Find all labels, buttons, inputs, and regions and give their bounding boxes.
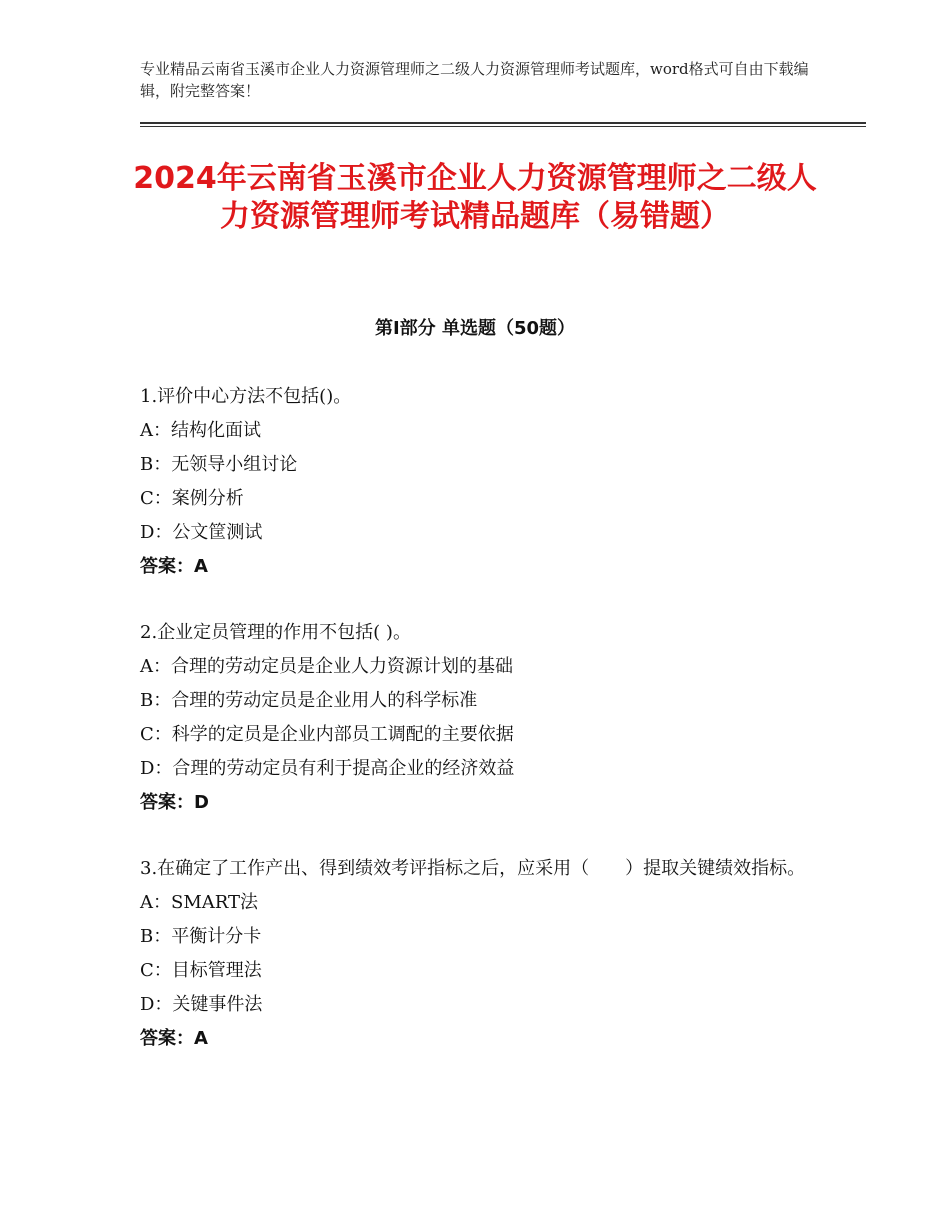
option-a: A：SMART法 [140, 892, 259, 913]
option-b: B：平衡计分卡 [140, 926, 262, 947]
question-2 [140, 616, 810, 820]
option-d: D：合理的劳动定员有利于提高企业的经济效益 [140, 758, 515, 779]
question-list [140, 380, 810, 1088]
option-c: C：目标管理法 [140, 960, 262, 981]
header-note: 专业精品云南省玉溪市企业人力资源管理师之二级人力资源管理师考试题库，word格式可自由下载编辑，附完整答案！ [140, 60, 809, 100]
question-3 [140, 852, 810, 1056]
answer: 答案：D [140, 792, 209, 813]
option-a: A：合理的劳动定员是企业人力资源计划的基础 [140, 656, 513, 677]
document-title: 2024年云南省玉溪市企业人力资源管理师之二级人力资源管理师考试精品题库（易错题） [133, 161, 817, 234]
option-b: B：无领导小组讨论 [140, 454, 298, 475]
section-title: 第Ⅰ部分 单选题（50题） [374, 318, 575, 339]
header-rule-thin [140, 126, 866, 127]
option-a: A：结构化面试 [140, 420, 261, 441]
question-1 [140, 380, 810, 584]
option-c: C：科学的定员是企业内部员工调配的主要依据 [140, 724, 514, 745]
option-b: B：合理的劳动定员是企业用人的科学标准 [140, 690, 478, 711]
answer: 答案：A [140, 1028, 208, 1049]
question-stem: 3.在确定了工作产出、得到绩效考评指标之后，应采用（ ）提取关键绩效指标。 [140, 858, 806, 879]
option-c: C：案例分析 [140, 488, 244, 509]
answer: 答案：A [140, 556, 208, 577]
header-rule-thick [140, 122, 866, 124]
question-stem: 1.评价中心方法不包括()。 [140, 386, 352, 407]
option-d: D：关键事件法 [140, 994, 263, 1015]
question-stem: 2.企业定员管理的作用不包括( )。 [140, 622, 411, 643]
option-d: D：公文筐测试 [140, 522, 263, 543]
